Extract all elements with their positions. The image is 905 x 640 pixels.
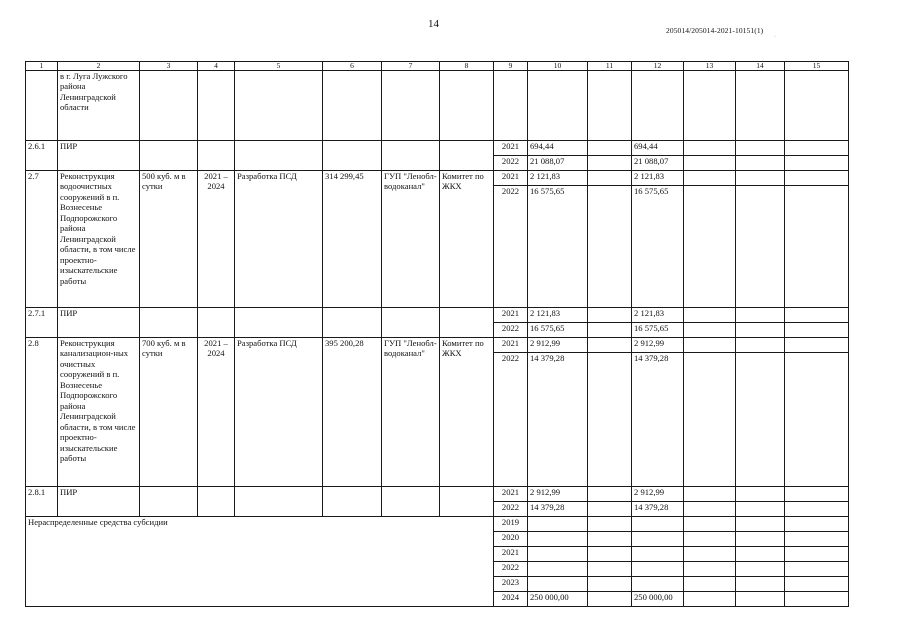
stage: Разработка ПСД — [235, 338, 323, 487]
year-cell: 2021 — [494, 338, 528, 353]
col-header: 6 — [323, 62, 382, 71]
row-number: 2.8.1 — [26, 487, 58, 517]
year-cell: 2022 — [494, 186, 528, 308]
cost: 314 299,45 — [323, 171, 382, 308]
executor: ГУП "Ленобл-водоканал" — [382, 338, 440, 487]
period: 2021 – 2024 — [198, 171, 235, 308]
year-cell: 2022 — [494, 502, 528, 517]
table-row — [26, 71, 849, 141]
table-row — [26, 487, 849, 502]
row-number: 2.7 — [26, 171, 58, 308]
table-row — [26, 171, 849, 186]
customer: Комитет по ЖКХ — [440, 338, 494, 487]
document-id: 205014/205014-2021-10151(1) — [666, 26, 764, 35]
amount-cell: 250 000,00 — [528, 592, 588, 607]
amount-cell: 2 121,83 — [528, 308, 588, 323]
amount-cell: 694,44 — [528, 141, 588, 156]
amount-cell: 250 000,00 — [632, 592, 684, 607]
year-cell: 2021 — [494, 487, 528, 502]
col-header: 9 — [494, 62, 528, 71]
year-cell: 2021 — [494, 308, 528, 323]
col-header: 11 — [588, 62, 632, 71]
amount-cell: 694,44 — [632, 141, 684, 156]
period: 2021 – 2024 — [198, 338, 235, 487]
capacity: 700 куб. м в сутки — [140, 338, 198, 487]
stage: Разработка ПСД — [235, 171, 323, 308]
col-header: 8 — [440, 62, 494, 71]
row-number: 2.7.1 — [26, 308, 58, 338]
col-header: 4 — [198, 62, 235, 71]
year-cell: 2021 — [494, 171, 528, 186]
page-number: 14 — [428, 18, 439, 30]
year-cell: 2021 — [494, 141, 528, 156]
year-cell: 2022 — [494, 323, 528, 338]
col-header: 10 — [528, 62, 588, 71]
col-header: 13 — [684, 62, 736, 71]
year-cell: 2022 — [494, 562, 528, 577]
customer: Комитет по ЖКХ — [440, 171, 494, 308]
unallocated-label: Нераспределенные средства субсидии — [26, 517, 494, 607]
col-header: 5 — [235, 62, 323, 71]
col-header: 14 — [736, 62, 785, 71]
object-name: ПИР — [58, 308, 140, 338]
object-name: в г. Луга Лужского района Ленинградской области — [58, 71, 140, 141]
row-number: 2.8 — [26, 338, 58, 487]
amount-cell: 2 121,83 — [528, 171, 588, 186]
year-cell: 2021 — [494, 547, 528, 562]
table-row — [26, 308, 849, 323]
amount-cell: 16 575,65 — [632, 186, 684, 308]
year-cell: 2020 — [494, 532, 528, 547]
col-header: 15 — [785, 62, 849, 71]
cost: 395 200,28 — [323, 338, 382, 487]
amount-cell: 2 121,83 — [632, 308, 684, 323]
table-row — [26, 517, 849, 532]
amount-cell: 2 912,99 — [632, 338, 684, 353]
object-name: Реконструкция канализацион-ных очистных сооружений в п. Вознесенье Подпорожского района Ленинградской области, в том числе проектно-изыскательские работы — [58, 338, 140, 487]
amount-cell: 16 575,65 — [632, 323, 684, 338]
amount-cell: 2 121,83 — [632, 171, 684, 186]
object-name: ПИР — [58, 141, 140, 171]
table-row — [26, 141, 849, 156]
year-cell: 2022 — [494, 156, 528, 171]
year-cell: 2023 — [494, 577, 528, 592]
col-header: 1 — [26, 62, 58, 71]
row-number: 2.6.1 — [26, 141, 58, 171]
column-number-row — [26, 62, 849, 71]
amount-cell: 2 912,99 — [528, 338, 588, 353]
year-cell: 2024 — [494, 592, 528, 607]
col-header: 7 — [382, 62, 440, 71]
amount-cell: 14 379,28 — [528, 353, 588, 487]
object-name: ПИР — [58, 487, 140, 517]
table-row — [26, 338, 849, 353]
amount-cell: 16 575,65 — [528, 323, 588, 338]
scan-mark: · — [774, 34, 776, 40]
col-header: 12 — [632, 62, 684, 71]
object-name: Реконструкция водоочистных сооружений в п. Вознесенье Подпорожского района Ленинградской области, в том числе проектно-изыскательские работы — [58, 171, 140, 308]
amount-cell: 2 912,99 — [528, 487, 588, 502]
budget-table — [25, 61, 849, 607]
col-header: 3 — [140, 62, 198, 71]
amount-cell: 16 575,65 — [528, 186, 588, 308]
amount-cell: 21 088,07 — [632, 156, 684, 171]
col-header: 2 — [58, 62, 140, 71]
capacity: 500 куб. м в сутки — [140, 171, 198, 308]
executor: ГУП "Ленобл-водоканал" — [382, 171, 440, 308]
amount-cell: 2 912,99 — [632, 487, 684, 502]
year-cell: 2022 — [494, 353, 528, 487]
year-cell: 2019 — [494, 517, 528, 532]
amount-cell: 21 088,07 — [528, 156, 588, 171]
amount-cell: 14 379,28 — [632, 353, 684, 487]
amount-cell: 14 379,28 — [528, 502, 588, 517]
amount-cell: 14 379,28 — [632, 502, 684, 517]
